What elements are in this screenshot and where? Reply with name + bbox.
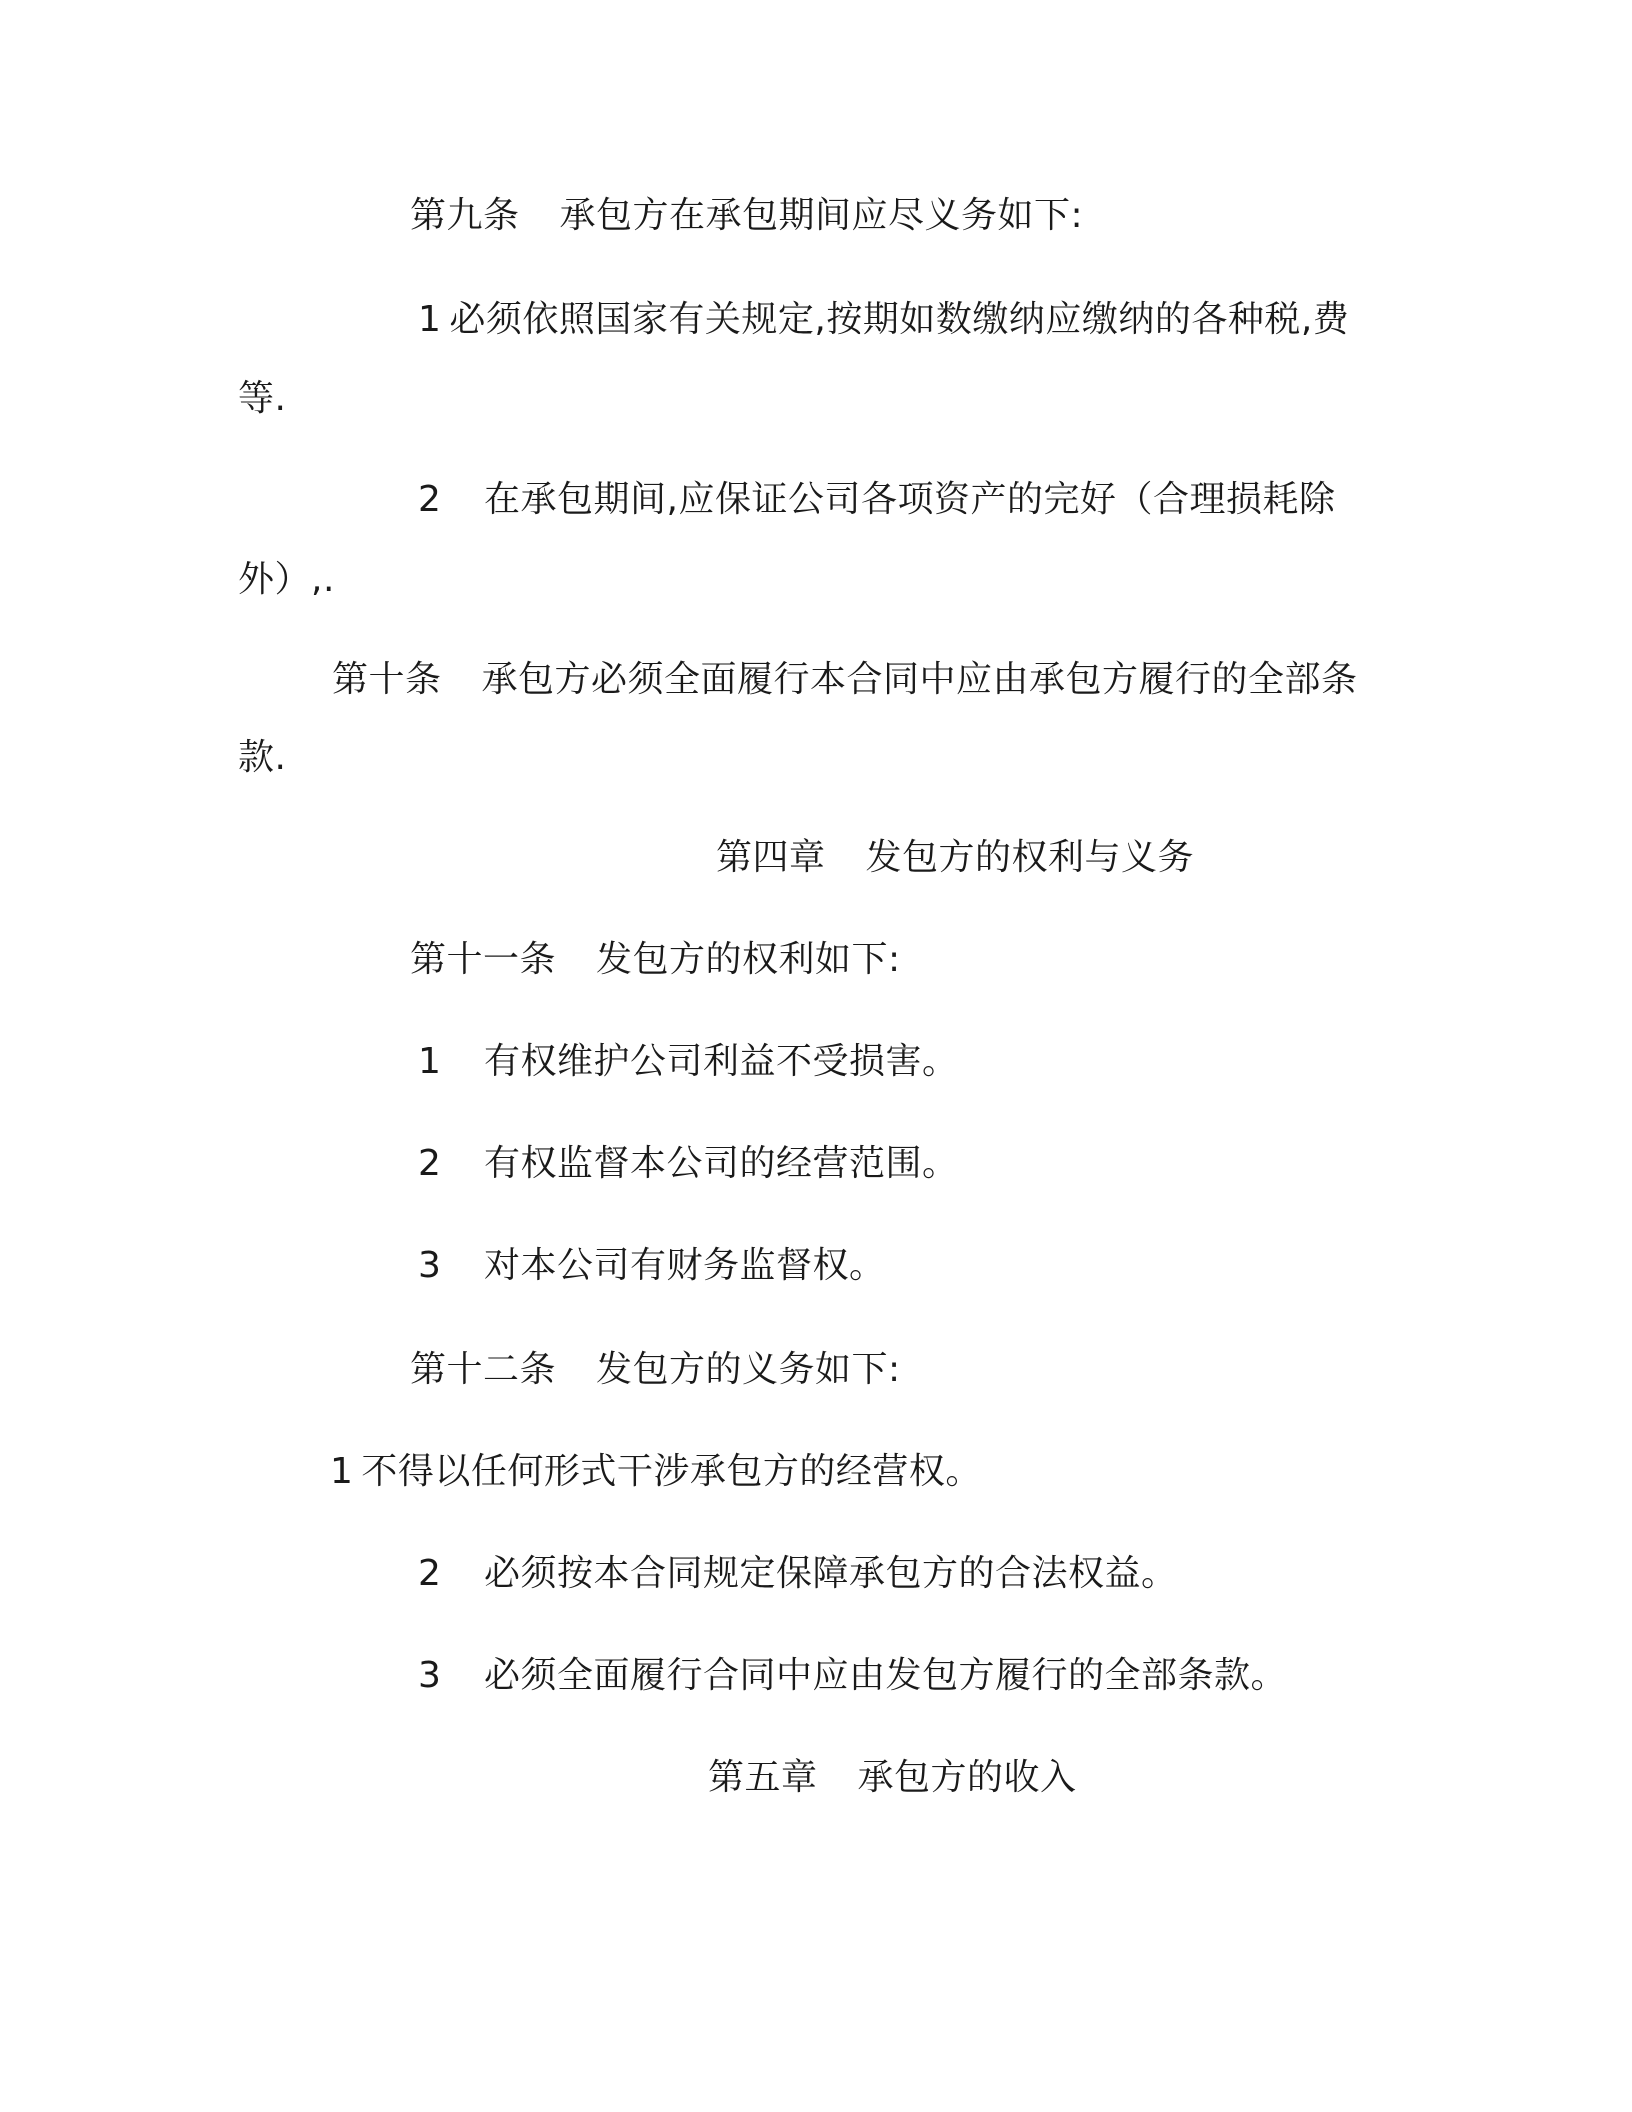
article-11-item-3-num: 3 — [418, 1245, 442, 1286]
article-12-item-3 — [418, 1654, 1287, 1698]
article-12-item-1-num: 1 — [330, 1451, 354, 1492]
article-12-item-3-num: 3 — [418, 1655, 442, 1696]
article-10-line-1 — [332, 658, 1358, 702]
article-11-heading — [410, 938, 901, 982]
article-11-item-1-num: 1 — [418, 1041, 442, 1082]
chapter-5-heading — [708, 1756, 1077, 1800]
article-12-item-2-text: 必须按本合同规定保障承包方的合法权益。 — [484, 1553, 1178, 1594]
chapter-4-label: 第四章 — [716, 837, 826, 878]
article-12-item-2 — [418, 1552, 1178, 1596]
article-12-item-3-text: 必须全面履行合同中应由发包方履行的全部条款。 — [484, 1655, 1288, 1696]
article-12-label: 第十二条 — [410, 1349, 557, 1390]
article-9-item-1-line-2: 等. — [238, 378, 287, 419]
article-11-item-2-num: 2 — [418, 1143, 442, 1184]
article-9-item-1-text: 必须依照国家有关规定,按期如数缴纳应缴纳的各种税,费 — [449, 299, 1350, 340]
article-9-item-1-num: 1 — [418, 299, 442, 340]
article-9-item-2-line-1 — [418, 478, 1335, 522]
article-11-item-1-text: 有权维护公司利益不受损害。 — [484, 1041, 959, 1082]
article-12-item-2-num: 2 — [418, 1553, 442, 1594]
article-9-item-1-line-1 — [418, 298, 1349, 342]
article-10-label: 第十条 — [332, 659, 442, 700]
article-11-item-3 — [418, 1244, 886, 1288]
chapter-4-title: 发包方的权利与义务 — [865, 837, 1195, 878]
article-10-line-2: 款. — [238, 737, 287, 778]
article-11-text: 发包方的权利如下: — [596, 939, 901, 980]
article-9-text: 承包方在承包期间应尽义务如下: — [559, 195, 1084, 236]
article-9-item-2-line-2: 外）,. — [238, 559, 335, 600]
article-11-item-2 — [418, 1142, 959, 1186]
article-9-label: 第九条 — [410, 195, 520, 236]
chapter-5-title: 承包方的收入 — [857, 1757, 1077, 1798]
chapter-5-label: 第五章 — [708, 1757, 818, 1798]
article-12-text: 发包方的义务如下: — [596, 1349, 901, 1390]
article-10-text: 承包方必须全面履行本合同中应由承包方履行的全部条 — [481, 659, 1358, 700]
article-9-heading — [410, 194, 1083, 238]
article-12-item-1 — [330, 1450, 982, 1494]
article-12-item-1-text: 不得以任何形式干涉承包方的经营权。 — [361, 1451, 982, 1492]
article-9-item-2-num: 2 — [418, 479, 442, 520]
article-12-heading — [410, 1348, 901, 1392]
chapter-4-heading — [716, 836, 1194, 880]
article-11-item-1 — [418, 1040, 959, 1084]
article-11-item-3-text: 对本公司有财务监督权。 — [484, 1245, 886, 1286]
article-11-label: 第十一条 — [410, 939, 557, 980]
article-11-item-2-text: 有权监督本公司的经营范围。 — [484, 1143, 959, 1184]
article-9-item-2-text: 在承包期间,应保证公司各项资产的完好（合理损耗除 — [484, 479, 1336, 520]
